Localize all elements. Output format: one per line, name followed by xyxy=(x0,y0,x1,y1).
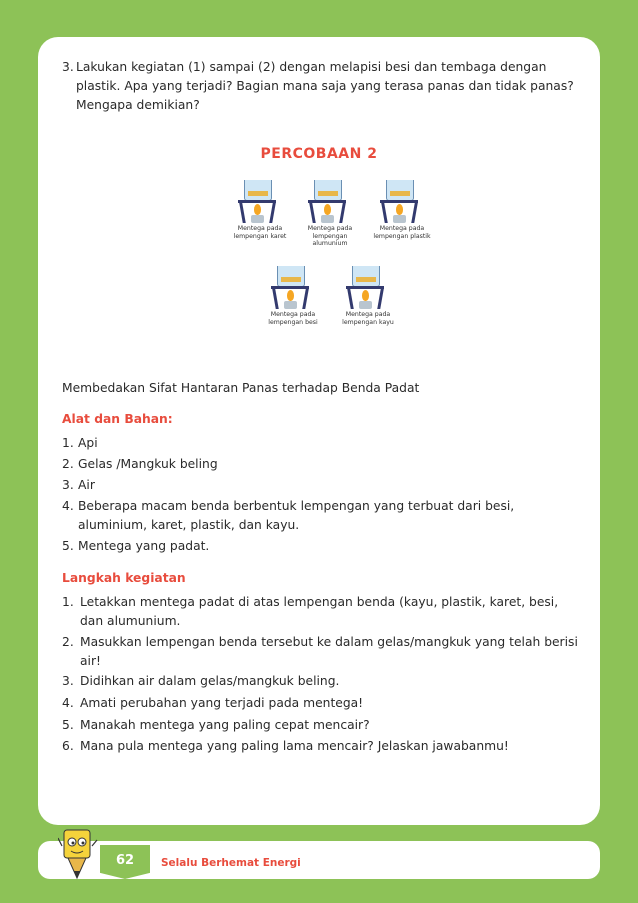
item-number: 1. xyxy=(62,595,74,609)
item-text: Didihkan air dalam gelas/mangkuk beling. xyxy=(80,674,340,688)
burner-icon xyxy=(284,301,297,309)
burner-icon xyxy=(321,215,334,223)
figure-caption: Mentega pada lempengan alumunium xyxy=(307,225,353,247)
item-text: Amati perubahan yang terjadi pada mentega! xyxy=(80,696,364,710)
setup-alumunium xyxy=(295,178,365,247)
beaker-icon xyxy=(244,180,272,201)
item-number: 2. xyxy=(62,457,74,471)
list-item xyxy=(62,434,578,453)
flame-icon xyxy=(396,204,403,215)
flame-icon xyxy=(362,290,369,301)
item-number: 4. xyxy=(62,499,74,513)
list-item xyxy=(62,716,578,735)
materials-heading: Alat dan Bahan: xyxy=(62,412,173,426)
item-text: Manakah mentega yang paling cepat mencair? xyxy=(80,718,370,732)
item-number: 1. xyxy=(62,436,74,450)
item-text: Letakkan mentega padat di atas lempengan benda (kayu, plastik, karet, besi, dan alumunium. xyxy=(80,595,559,628)
question-3 xyxy=(62,58,582,115)
question-number: 3. xyxy=(62,60,74,74)
item-text: Air xyxy=(78,478,95,492)
item-number: 5. xyxy=(62,539,74,553)
figure-caption: Mentega pada lempengan besi xyxy=(268,311,318,326)
item-number: 4. xyxy=(62,696,74,710)
figure-caption: Mentega pada lempengan plastik xyxy=(373,225,431,240)
steps-heading: Langkah kegiatan xyxy=(62,571,186,585)
beaker-icon xyxy=(352,266,380,287)
list-item xyxy=(62,672,578,691)
burner-icon xyxy=(359,301,372,309)
book-title: Selalu Berhemat Energi xyxy=(161,857,301,869)
flame-icon xyxy=(287,290,294,301)
flame-icon xyxy=(254,204,261,215)
beaker-icon xyxy=(277,266,305,287)
list-item xyxy=(62,537,578,556)
burner-icon xyxy=(393,215,406,223)
subtitle: Membedakan Sifat Hantaran Panas terhadap Benda Padat xyxy=(62,381,420,395)
figure-caption: Mentega pada lempengan karet xyxy=(233,225,287,240)
list-item xyxy=(62,476,578,495)
item-number: 3. xyxy=(62,478,74,492)
list-item xyxy=(62,497,578,535)
setup-karet xyxy=(225,178,295,240)
item-text: Api xyxy=(78,436,98,450)
item-text: Gelas /Mangkuk beling xyxy=(78,457,218,471)
page-number: 62 xyxy=(115,853,135,868)
setup-besi xyxy=(258,264,328,326)
list-item xyxy=(62,593,578,631)
setup-kayu xyxy=(333,264,403,326)
figure-caption: Mentega pada lempengan kayu xyxy=(342,311,394,326)
item-number: 3. xyxy=(62,674,74,688)
list-item xyxy=(62,633,578,671)
beaker-icon xyxy=(386,180,414,201)
item-text: Masukkan lempengan benda tersebut ke dalam gelas/mangkuk yang telah berisi air! xyxy=(80,635,578,668)
list-item xyxy=(62,455,578,474)
item-number: 6. xyxy=(62,739,74,753)
item-number: 5. xyxy=(62,718,74,732)
burner-icon xyxy=(251,215,264,223)
list-item xyxy=(62,737,578,756)
section-title: PERCOBAAN 2 xyxy=(260,146,378,162)
experiment-illustration xyxy=(225,178,445,348)
question-text: Lakukan kegiatan (1) sampai (2) dengan melapisi besi dan tembaga dengan plastik. Apa yang terjadi? Bagian mana saja yang terasa panas dan tidak panas? Mengapa demikian? xyxy=(76,60,574,112)
item-text: Beberapa macam benda berbentuk lempengan yang terbuat dari besi, aluminium, karet, plastik, dan kayu. xyxy=(78,499,515,532)
setup-plastik xyxy=(367,178,437,240)
pencil-mascot-icon xyxy=(58,826,98,882)
list-item xyxy=(62,694,578,713)
beaker-icon xyxy=(314,180,342,201)
item-text: Mentega yang padat. xyxy=(78,539,210,553)
item-number: 2. xyxy=(62,635,74,649)
item-text: Mana pula mentega yang paling lama mencair? Jelaskan jawabanmu! xyxy=(80,739,509,753)
flame-icon xyxy=(324,204,331,215)
